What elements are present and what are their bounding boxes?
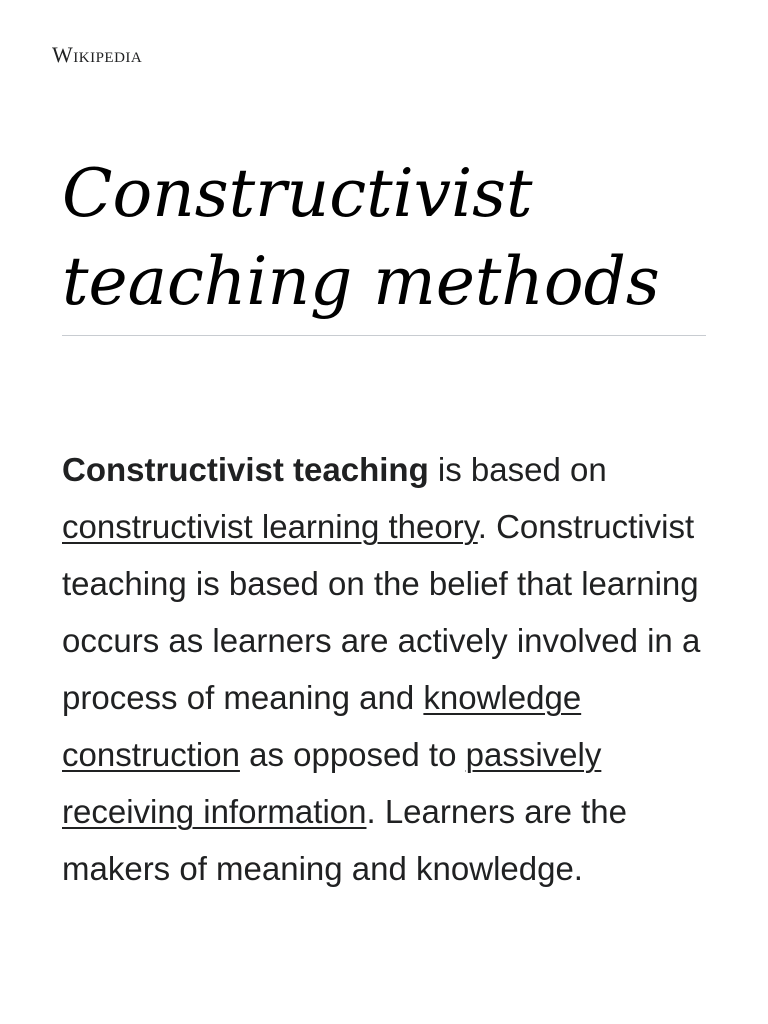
lead-text-4: . Learners are the makers of meaning and knowledge.	[62, 793, 627, 887]
constructivist-learning-theory-link[interactable]: constructivist learning theory	[62, 508, 478, 545]
page-title: Constructivist teaching methods	[62, 155, 660, 320]
title-divider	[62, 335, 706, 336]
lead-text-1: is based on	[428, 451, 607, 488]
passively-receiving-information-link[interactable]: passively receiving information	[62, 736, 602, 830]
bold-term: Constructivist teaching	[62, 451, 429, 488]
lead-paragraph	[62, 441, 712, 897]
lead-text-3: as opposed to	[239, 736, 466, 773]
wikipedia-wordmark[interactable]: Wikipedia	[52, 42, 143, 67]
lead-text-2: . Constructivist teaching is based on the belief that learning occurs as learners are actively involved in a process of meaning and	[62, 508, 701, 716]
knowledge-construction-link[interactable]: knowledge construction	[62, 679, 582, 773]
